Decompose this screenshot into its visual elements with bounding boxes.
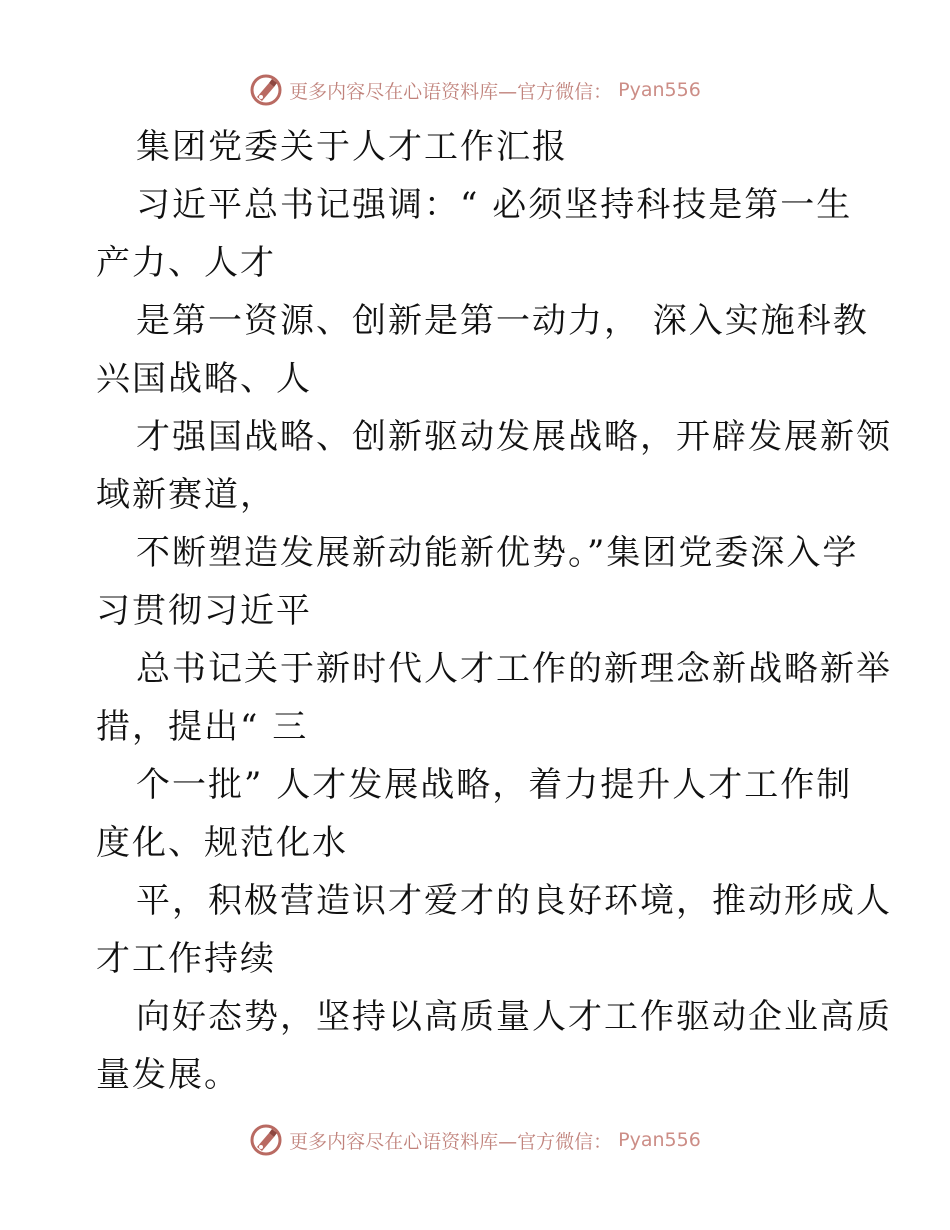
watermark-account: Pyan556 (618, 1129, 701, 1151)
text-line: 度化、规范化水 (96, 823, 348, 863)
text-line: 兴国战略、人 (96, 359, 312, 399)
text-line: 总书记关于新时代人才工作的新理念新战略新举 (136, 649, 892, 689)
pen-circle-logo-icon (249, 1123, 283, 1157)
watermark-text: 更多内容尽在心语资料库—官方微信： (289, 80, 613, 103)
text-line: 产力、人才 (96, 243, 276, 283)
text-line: 个一批” 人才发展战略，着力提升人才工作制 (136, 765, 853, 805)
text-line: 平，积极营造识才爱才的良好环境，推动形成人 (136, 881, 892, 921)
text-line: 向好态势，坚持以高质量人才工作驱动企业高质 (136, 997, 892, 1037)
text-line: 才强国战略、创新驱动发展战略，开辟发展新领 (136, 417, 892, 457)
watermark-header (0, 72, 950, 108)
text-line: 是第一资源、创新是第一动力， 深入实施科教 (136, 301, 869, 341)
text-line: 才工作持续 (96, 939, 276, 979)
pen-circle-logo-icon (249, 73, 283, 107)
text-line: 量发展。 (96, 1055, 240, 1095)
text-line: 措，提出“ 三 (96, 707, 309, 747)
text-line: 集团党委关于人才工作汇报 (136, 127, 568, 167)
text-line: 域新赛道， (96, 475, 276, 515)
text-line: 不断塑造发展新动能新优势。”集团党委深入学 (136, 533, 859, 573)
watermark-account: Pyan556 (618, 79, 701, 101)
text-line: 习贯彻习近平 (96, 591, 312, 631)
watermark-footer (0, 1122, 950, 1158)
document-body (96, 118, 892, 1104)
text-line: 习近平总书记强调：“ 必须坚持科技是第一生 (136, 185, 853, 225)
watermark-text: 更多内容尽在心语资料库—官方微信： (289, 1130, 613, 1153)
